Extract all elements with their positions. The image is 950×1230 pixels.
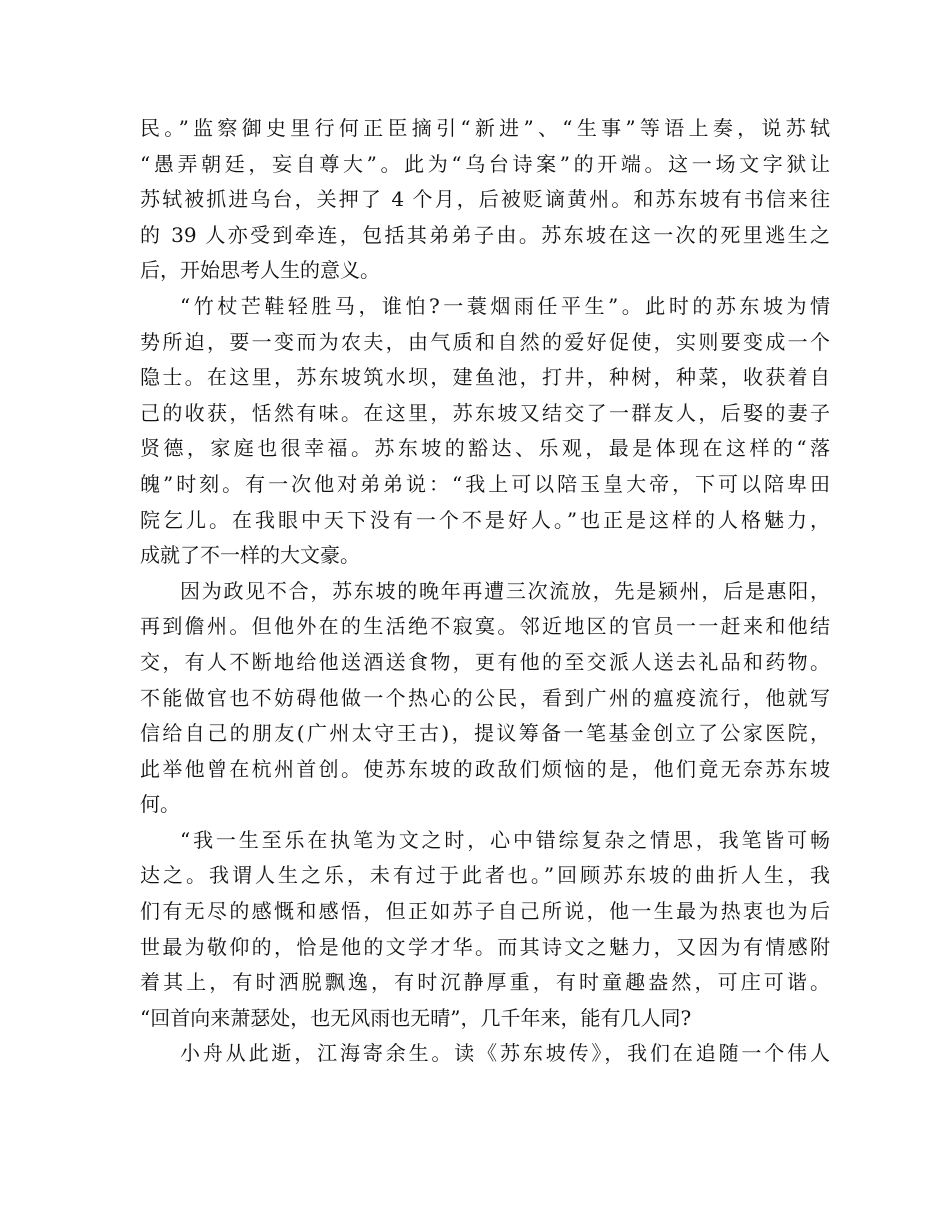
text-line: 民。”监察御史里行何正臣摘引“新进”、“生事”等语上奏，说苏轼 bbox=[140, 116, 830, 140]
text-line: 己的收获，恬然有味。在这里，苏东坡又结交了一群友人，后娶的妻子 bbox=[140, 400, 830, 425]
text-line: 势所迫，要一变而为农夫，由气质和自然的爱好促使，实则要变成一个 bbox=[140, 329, 830, 354]
text-line: 信给自己的朋友(广州太守王古)，提议筹备一笔基金创立了公家医院， bbox=[140, 721, 830, 746]
text-line: 苏轼被抓进乌台，关押了 4 个月，后被贬谪黄州。和苏东坡有书信来往 bbox=[140, 187, 830, 212]
text-line: 何。 bbox=[140, 792, 180, 817]
text-line: 达之。我谓人生之乐，未有过于此者也。”回顾苏东坡的曲折人生，我 bbox=[140, 863, 830, 888]
text-line: 隐士。在这里，苏东坡筑水坝，建鱼池，打井，种树，种菜，收获着自 bbox=[140, 365, 830, 390]
text-line: 院乞儿。在我眼中天下没有一个不是好人。”也正是这样的人格魅力， bbox=[140, 507, 830, 532]
text-line: 们有无尽的感慨和感悟，但正如苏子自己所说，他一生最为热衷也为后 bbox=[140, 899, 830, 924]
text-line: 交，有人不断地给他送酒送食物，更有他的至交派人送去礼品和药物。 bbox=[140, 649, 830, 674]
text-line: 魄”时刻。有一次他对弟弟说：“我上可以陪玉皇大帝，下可以陪卑田 bbox=[140, 471, 830, 496]
text-line: 因为政见不合，苏东坡的晚年再遭三次流放，先是颍州，后是惠阳， bbox=[180, 578, 830, 603]
text-line: 的 39 人亦受到牵连，包括其弟弟子由。苏东坡在这一次的死里逃生之 bbox=[140, 222, 830, 247]
text-line: 成就了不一样的大文豪。 bbox=[140, 543, 360, 568]
text-line: 此举他曾在杭州首创。使苏东坡的政敌们烦恼的是，他们竟无奈苏东坡 bbox=[140, 756, 830, 781]
text-line: 世最为敬仰的，恰是他的文学才华。而其诗文之魅力，又因为有情感附 bbox=[140, 934, 830, 959]
text-line: “愚弄朝廷，妄自尊大”。此为“乌台诗案”的开端。这一场文字狱让 bbox=[140, 151, 830, 176]
text-line: 贤德，家庭也很幸福。苏东坡的豁达、乐观，最是体现在这样的“落 bbox=[140, 436, 830, 461]
text-line: “竹杖芒鞋轻胜马，谁怕?一蓑烟雨任平生”。此时的苏东坡为情 bbox=[180, 293, 830, 318]
text-line: “回首向来萧瑟处，也无风雨也无晴”，几千年来，能有几人同? bbox=[140, 1005, 692, 1030]
text-line: “我一生至乐在执笔为文之时，心中错综复杂之情思，我笔皆可畅 bbox=[180, 827, 830, 852]
text-line: 后，开始思考人生的意义。 bbox=[140, 258, 380, 283]
body-text bbox=[140, 111, 830, 1072]
text-line: 再到儋州。但他外在的生活绝不寂寞。邻近地区的官员一一赶来和他结 bbox=[140, 614, 830, 639]
text-line: 着其上，有时洒脱飘逸，有时沉静厚重，有时童趣盎然，可庄可谐。 bbox=[140, 970, 830, 995]
text-line: 小舟从此逝，江海寄余生。读《苏东坡传》，我们在追随一个伟人 bbox=[180, 1041, 830, 1066]
text-line: 不能做官也不妨碍他做一个热心的公民，看到广州的瘟疫流行，他就写 bbox=[140, 685, 830, 710]
